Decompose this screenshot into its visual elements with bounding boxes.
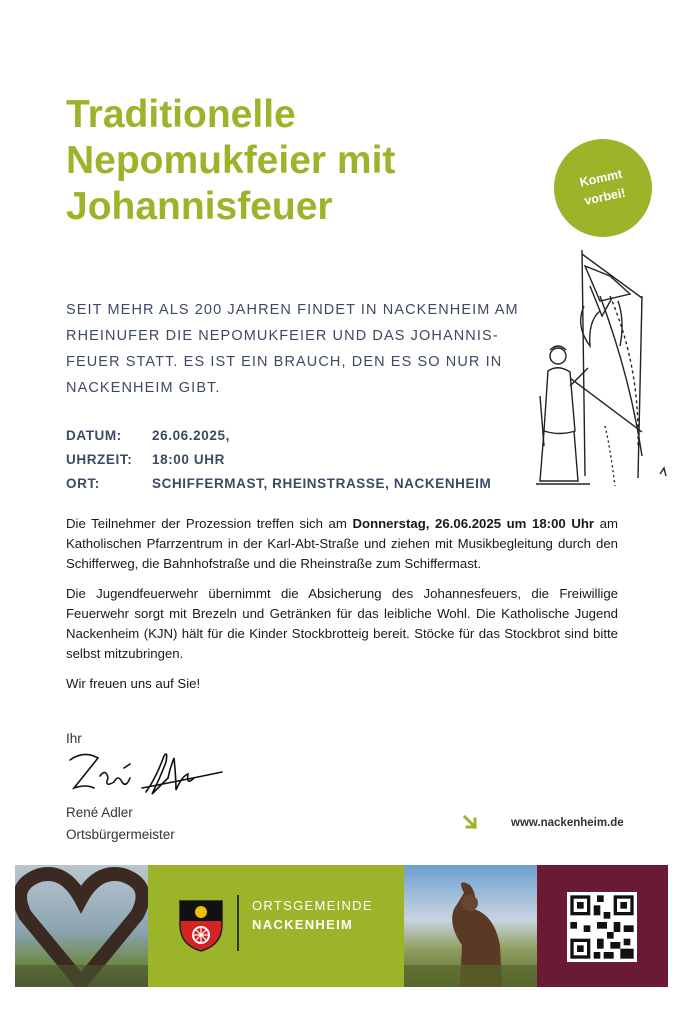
logo-divider: [237, 895, 239, 951]
p1-start: Die Teilnehmer der Prozession treffen sich am: [66, 516, 353, 531]
municipality-panel: [148, 865, 404, 987]
qr-panel: [537, 865, 668, 987]
heart-sculpture-icon: [15, 865, 148, 987]
title-line-3: Johannisfeuer: [66, 185, 333, 228]
title-line-2: Nepomukfeier mit: [66, 139, 396, 182]
badge-line-2: vorbei!: [583, 185, 627, 208]
qr-code-icon[interactable]: [567, 892, 637, 962]
time-row: [66, 448, 491, 472]
event-details: [66, 424, 491, 496]
time-value: 18:00 UHR: [152, 452, 225, 467]
body-paragraph-1: [66, 514, 618, 574]
intro-text: [66, 297, 556, 401]
signature-graphic: [64, 748, 229, 804]
p1-end: am Katholischen Pfarrzentrum in der Karl-Abt-Straße und ziehen mit Musikbegleitung durch den Schifferweg, die Bahnhofstraße und die Rheinstraße zum Schiffermast.: [66, 516, 618, 571]
place-row: [66, 472, 491, 496]
date-row: [66, 424, 491, 448]
body-paragraph-3: Wir freuen uns auf Sie!: [66, 676, 201, 691]
badge-line-1: Kommt: [578, 166, 624, 190]
page-title: [66, 92, 486, 230]
body-paragraph-2: Die Jugendfeuerwehr übernimmt die Absicherung des Johannesfeuers, die Freiwillige Feuerwehr sorgt mit Brezeln und Getränken für das leibliche Wohl. Die Katholische Jugend Nackenheim (KJN) hält für die Kinder Stockbrotteig bereit. Stöcke für das Stockbrot sind bitte selbst mitzubringen.: [66, 586, 618, 661]
intro-line-4: NACKENHEIM GIBT.: [66, 380, 221, 396]
closing-text: Ihr: [66, 731, 82, 746]
body-text: [66, 514, 618, 704]
heart-photo: [15, 865, 148, 987]
date-value: 26.06.2025,: [152, 428, 230, 443]
p1-bold-date: Donnerstag, 26.06.2025 um 18:00 Uhr: [352, 516, 595, 531]
title-line-1: Traditionelle: [66, 93, 296, 136]
date-label: DATUM:: [66, 428, 122, 443]
footer-banner: [15, 865, 668, 987]
signatory-name: René Adler: [66, 805, 133, 820]
org-line-1: ORTSGEMEINDE: [252, 898, 373, 913]
website-link[interactable]: www.nackenheim.de: [511, 817, 624, 829]
bronze-statue-icon: [404, 865, 537, 987]
org-line-2: NACKENHEIM: [252, 917, 354, 932]
signatory-role: Ortsbürgermeister: [66, 827, 175, 842]
intro-line-3: FEUER STATT. ES IST EIN BRAUCH, DEN ES SO NUR IN: [66, 354, 503, 370]
kommt-vorbei-badge: [545, 130, 661, 246]
intro-line-2: RHEINUFER DIE NEPOMUKFEIER UND DAS JOHANNIS-: [66, 328, 499, 344]
coat-of-arms-icon: [178, 899, 224, 953]
intro-line-1: SEIT MEHR ALS 200 JAHREN FINDET IN NACKENHEIM AM: [66, 302, 519, 318]
place-value: SCHIFFERMAST, RHEINSTRASSE, NACKENHEIM: [152, 476, 492, 491]
place-label: ORT:: [66, 476, 100, 491]
arrow-down-right-icon: [461, 813, 481, 833]
statue-photo: [404, 865, 537, 987]
signature-block: [66, 802, 175, 846]
time-label: UHRZEIT:: [66, 452, 133, 467]
